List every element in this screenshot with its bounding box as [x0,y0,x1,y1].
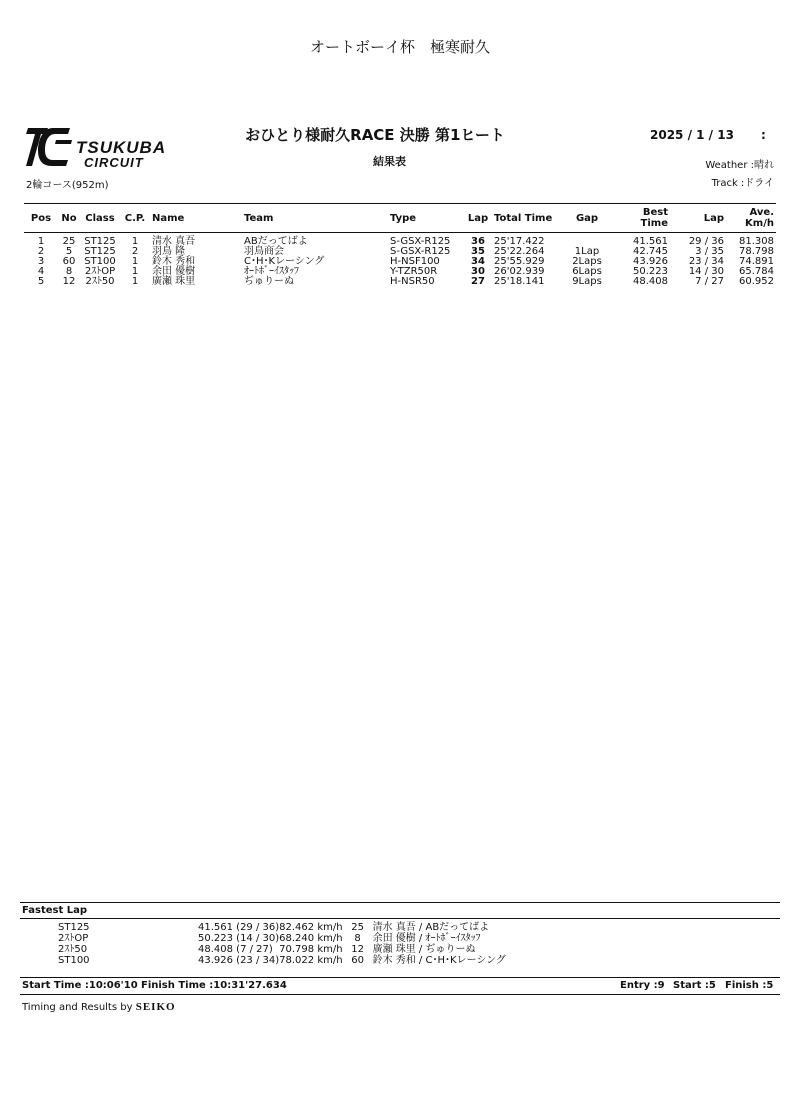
cell-best-lap: 23 / 34 [688,256,724,267]
document-top-title: オートボーイ杯 極寒耐久 [309,38,490,56]
cell-team: ｵｰﾄﾎﾞｰｲｽﾀｯﾌ [244,266,299,277]
cell-lap: 30 [471,266,485,277]
fl-no: 8 [354,933,361,944]
cell-best-time: 48.408 [633,276,668,287]
cell-lap: 34 [471,256,485,267]
col-lap: Lap [467,212,489,224]
cell-pos: 5 [37,276,45,287]
cell-no: 5 [65,246,73,257]
fl-speed: 78.022 km/h [279,955,343,966]
fl-rider: 廣瀬 珠里 / ぢゅりーぬ [372,944,476,955]
cell-ave: 81.308 [739,236,774,247]
cell-total-time: 25'17.422 [494,236,545,247]
cell-ave: 74.891 [739,256,774,267]
fastest-lap-row [20,922,780,933]
cell-class: ST125 [84,246,116,257]
race-summary-bar [20,977,780,995]
col-best-time: Best Time [640,207,668,229]
cell-team: 羽鳥商会 [244,246,284,257]
cell-total-time: 25'18.141 [494,276,545,287]
cell-name: 清水 真吾 [152,236,196,247]
fl-class: 2ｽﾄ50 [58,944,88,955]
cell-best-time: 42.745 [633,246,668,257]
cell-best-lap: 14 / 30 [688,266,724,277]
cell-ave: 60.952 [739,276,774,287]
race-time: : [761,128,766,142]
col-ave [726,204,776,233]
col-gap: Gap [575,212,599,224]
cell-no: 8 [65,266,73,277]
fl-time: 43.926 (23 / 34) [198,955,280,966]
fastest-lap-table [20,922,780,966]
fl-class: 2ｽﾄOP [58,933,89,944]
track-label: Track :ドライ [711,178,774,189]
fl-no: 12 [351,944,364,955]
cell-type: S-GSX-R125 [390,246,451,257]
finish-time: Finish Time :10:31'27.634 [141,980,287,991]
cell-class: 2ｽﾄOP [84,266,116,277]
results-subtitle: 結果表 [373,155,406,168]
cell-type: Y-TZR50R [390,266,438,277]
cell-best-time: 50.223 [633,266,668,277]
cell-best-time: 43.926 [633,256,668,267]
col-team: Team [244,212,274,224]
cell-best-lap: 29 / 36 [688,236,724,247]
timing-footer [22,1001,176,1013]
cell-best-time: 41.561 [633,236,668,247]
col-pos: Pos [30,212,52,224]
cell-gap: 2Laps [572,256,602,267]
cell-cp: 1 [131,266,139,277]
fl-speed: 68.240 km/h [279,933,343,944]
cell-class: ST125 [84,236,116,247]
col-class: Class [85,212,115,224]
col-kmh-label: Km/h [745,218,774,229]
results-header-row [24,204,776,233]
fastest-lap-section [20,902,780,919]
logo-word-tsukuba: TSUKUBA [76,138,167,157]
cell-no: 25 [62,236,76,247]
table-row [24,277,776,287]
cell-cp: 2 [131,246,139,257]
cell-gap: 6Laps [572,266,602,277]
cell-pos: 2 [37,246,45,257]
col-name: Name [152,212,185,224]
cell-no: 60 [62,256,76,267]
fl-time: 48.408 (7 / 27) [198,944,273,955]
fl-speed: 82.462 km/h [279,922,343,933]
cell-type: H-NSF100 [390,256,440,267]
cell-pos: 1 [37,236,45,247]
col-type: Type [390,212,417,224]
cell-class: ST100 [84,256,116,267]
start-count: Start :5 [673,980,716,991]
cell-name: 廣瀬 珠里 [152,276,196,287]
race-date: 2025 / 1 / 13 [650,128,734,142]
cell-cp: 1 [131,256,139,267]
cell-team: ぢゅりーぬ [244,276,294,287]
cell-class: 2ｽﾄ50 [85,276,115,287]
col-best-lap: Lap [703,212,724,224]
cell-ave: 78.798 [739,246,774,257]
cell-name: 鈴木 秀和 [152,256,196,267]
seiko-logo: SEIKO [135,1001,176,1013]
fl-class: ST125 [58,922,90,933]
cell-gap: 1Lap [574,246,600,257]
finish-count: Finish :5 [725,980,774,991]
cell-best-lap: 3 / 35 [695,246,724,257]
start-time: Start Time :10:06'10 [22,980,138,991]
fl-rider: 清水 真吾 / ABだってばよ [372,922,490,933]
cell-name: 余田 優樹 [152,266,196,277]
fl-time: 41.561 (29 / 36) [198,922,280,933]
cell-ave: 65.784 [739,266,774,277]
cell-gap: 9Laps [572,276,602,287]
fastest-lap-title: Fastest Lap [20,903,780,919]
col-total-time: Total Time [494,212,553,224]
cell-pos: 4 [37,266,45,277]
timing-text: Timing and Results by [22,1002,133,1013]
fastest-lap-row [20,933,780,944]
logo-word-circuit: CIRCUIT [84,155,144,170]
cell-type: S-GSX-R125 [390,236,451,247]
col-no: No [61,212,77,224]
cell-team: ABだってばよ [244,236,308,247]
course-label: 2輪コース(952m) [26,180,109,191]
cell-type: H-NSR50 [390,276,435,287]
weather-label: Weather :晴れ [705,160,774,171]
cell-total-time: 26'02.939 [494,266,545,277]
cell-pos: 3 [37,256,45,267]
fastest-lap-row [20,944,780,955]
fastest-lap-row [20,955,780,966]
col-ave-label: Ave. [749,207,774,218]
race-title: おひとり様耐久RACE 決勝 第1ヒート [245,126,505,144]
cell-lap: 27 [471,276,485,287]
entry-count: Entry :9 [620,980,665,991]
fl-no: 60 [351,955,364,966]
cell-lap: 35 [471,246,485,257]
col-cp: C.P. [124,212,146,224]
cell-no: 12 [62,276,76,287]
cell-total-time: 25'55.929 [494,256,545,267]
cell-total-time: 25'22.264 [494,246,545,257]
cell-cp: 1 [131,276,139,287]
results-table [24,203,776,287]
fl-no: 25 [351,922,364,933]
fl-rider: 鈴木 秀和 / C･H･Kレーシング [372,955,506,966]
cell-name: 羽鳥 隆 [152,246,186,257]
cell-lap: 36 [471,236,485,247]
cell-cp: 1 [131,236,139,247]
fl-time: 50.223 (14 / 30) [198,933,280,944]
cell-best-lap: 7 / 27 [695,276,724,287]
fl-class: ST100 [58,955,90,966]
fl-speed: 70.798 km/h [279,944,343,955]
fl-rider: 余田 優樹 / ｵｰﾄﾎﾞｰｲｽﾀｯﾌ [372,933,481,944]
cell-team: C･H･Kレーシング [244,256,325,267]
